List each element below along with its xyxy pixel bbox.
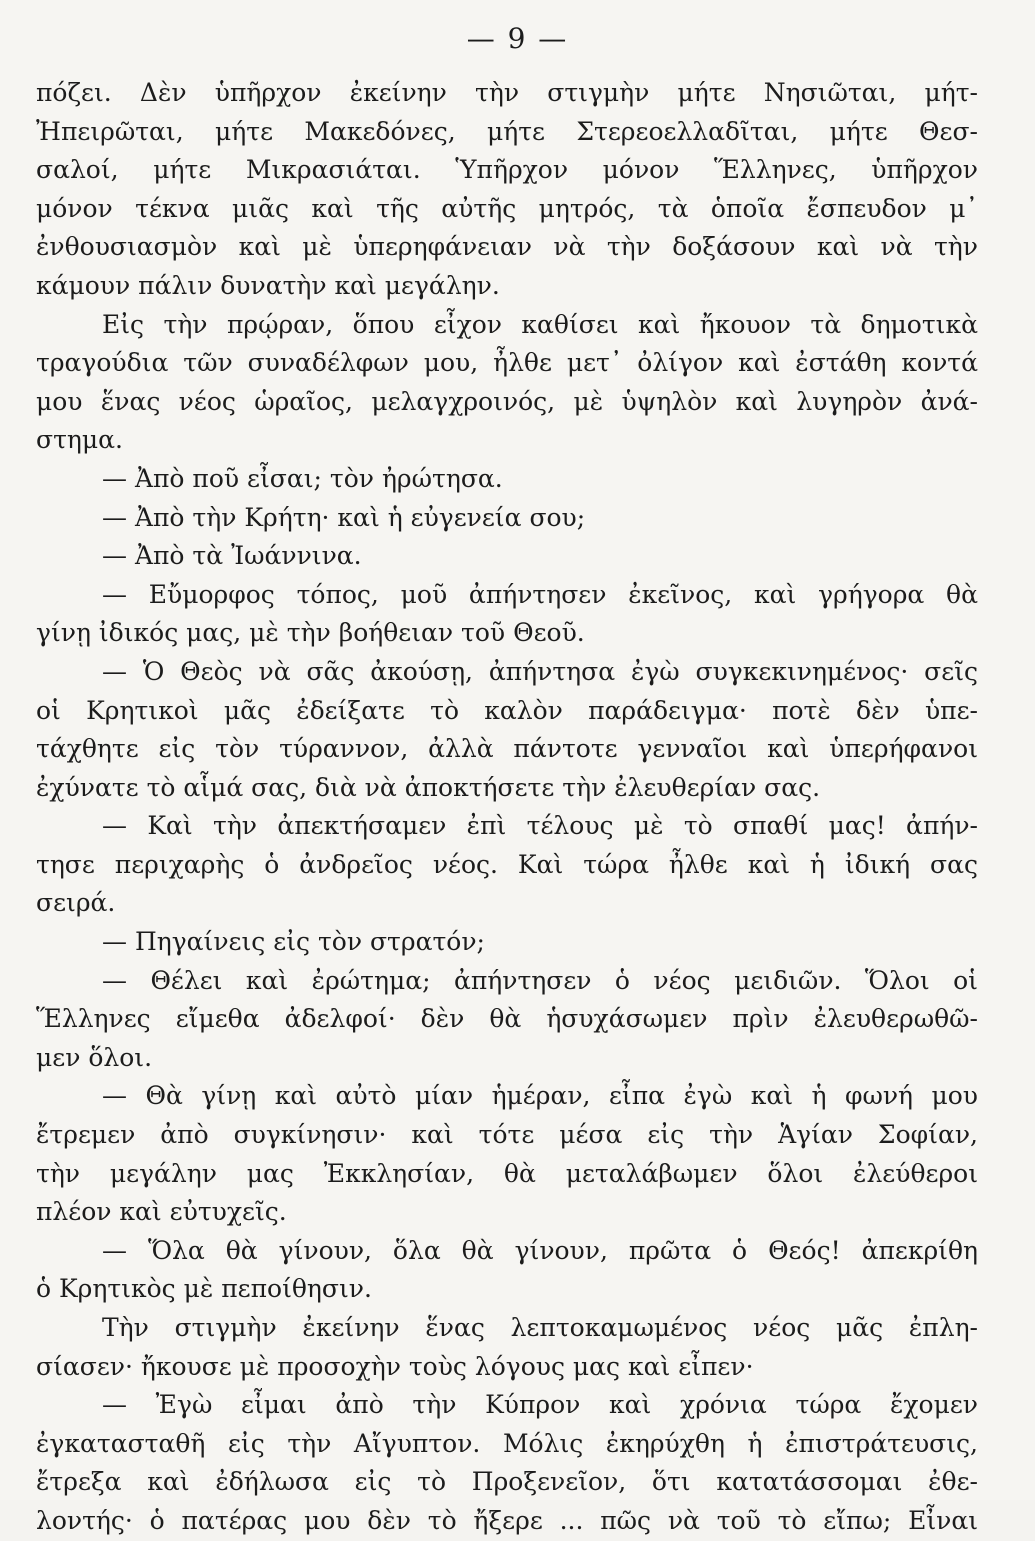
text-line: — Θὰ γίνῃ καὶ αὐτὸ μίαν ἡμέραν, εἶπα ἐγὼ καὶ ἡ φωνή μου xyxy=(102,1081,978,1111)
text-line: σειρά. xyxy=(36,888,116,918)
text-line: — Ἀπὸ τὰ Ἰωάννινα. xyxy=(102,541,362,571)
text-line: — Θέλει καὶ ἐρώτημα; ἀπήντησεν ὁ νέος μειδιῶν. Ὅλοι οἱ xyxy=(102,965,978,995)
text-line: γίνῃ ἰδικός μας, μὲ τὴν βοήθειαν τοῦ Θεοῦ. xyxy=(36,618,585,648)
text-line: λοντής· ὁ πατέρας μου δὲν τὸ ἤξερε ... πῶς νὰ τοῦ τὸ εἴπω; Εἶναι xyxy=(36,1505,978,1535)
text-line: — Ὅλα θὰ γίνουν, ὅλα θὰ γίνουν, πρῶτα ὁ Θεός! ἀπεκρίθη xyxy=(102,1235,978,1265)
text-line: μεν ὅλοι. xyxy=(36,1042,153,1072)
text-line: τραγούδια τῶν συναδέλφων μου, ἦλθε μετ᾿ ὀλίγον καὶ ἐστάθη κοντά xyxy=(36,348,978,378)
text-line: — Ἀπὸ ποῦ εἶσαι; τὸν ἠρώτησα. xyxy=(102,463,503,493)
text-line: — Ἀπὸ τὴν Κρήτη· καὶ ἡ εὐγενεία σου; xyxy=(102,502,586,532)
text-line: τάχθητε εἰς τὸν τύραννον, ἀλλὰ πάντοτε γενναῖοι καὶ ὑπερήφανοι xyxy=(36,734,978,764)
text-line: μόνον τέκνα μιᾶς καὶ τῆς αὐτῆς μητρός, τὰ ὁποῖα ἔσπευδον μ᾿ xyxy=(36,193,978,223)
text-line: Εἰς τὴν πρῴραν, ὅπου εἶχον καθίσει καὶ ἤκουον τὰ δημοτικὰ xyxy=(102,309,978,339)
text-line: μου ἕνας νέος ὡραῖος, μελαγχροινός, μὲ ὑψηλὸν καὶ λυγηρὸν ἀνά- xyxy=(36,386,978,416)
text-line: Ἠπειρῶται, μήτε Μακεδόνες, μήτε Στερεοελλαδῖται, μήτε Θεσ- xyxy=(36,116,978,146)
text-line: σαλοί, μήτε Μικρασιάται. Ὑπῆρχον μόνον Ἕλληνες, ὑπῆρχον xyxy=(36,155,978,185)
text-line: σίασεν· ἤκουσε μὲ προσοχὴν τοὺς λόγους μας καὶ εἶπεν· xyxy=(36,1351,754,1381)
page-number xyxy=(0,22,1035,55)
text-line: — Πηγαίνεις εἰς τὸν στρατόν; xyxy=(102,927,485,957)
page-number-text: — 9 — xyxy=(466,22,569,55)
text-line: ὁ Κρητικὸς μὲ πεποίθησιν. xyxy=(36,1274,372,1304)
text-line: ἔτρεξα καὶ ἐδήλωσα εἰς τὸ Προξενεῖον, ὅτι κατατάσσομαι ἐθε- xyxy=(36,1467,978,1497)
text-line: — Ὁ Θεὸς νὰ σᾶς ἀκούσῃ, ἀπήντησα ἐγὼ συγκεκινημένος· σεῖς xyxy=(102,656,978,686)
text-line: ἔτρεμεν ἀπὸ συγκίνησιν· καὶ τότε μέσα εἰς τὴν Ἁγίαν Σοφίαν, xyxy=(36,1120,978,1150)
text-line: Τὴν στιγμὴν ἐκείνην ἕνας λεπτοκαμωμένος νέος μᾶς ἐπλη- xyxy=(102,1313,978,1342)
text-line: κάμουν πάλιν δυνατὴν καὶ μεγάλην. xyxy=(36,270,500,300)
text-line: πλέον καὶ εὐτυχεῖς. xyxy=(36,1197,287,1227)
body-text xyxy=(36,74,978,1541)
text-line: — Ἐγὼ εἶμαι ἀπὸ τὴν Κύπρον καὶ χρόνια τώρα ἔχομεν xyxy=(102,1390,978,1420)
text-line: στημα. xyxy=(36,425,123,455)
text-line: οἱ Κρητικοὶ μᾶς ἐδείξατε τὸ καλὸν παράδειγμα· ποτὲ δὲν ὑπε- xyxy=(36,695,978,725)
text-line: — Καὶ τὴν ἀπεκτήσαμεν ἐπὶ τέλους μὲ τὸ σπαθί μας! ἀπήν- xyxy=(102,811,978,841)
text-line: τησε περιχαρὴς ὁ ἀνδρεῖος νέος. Καὶ τώρα ἦλθε καὶ ἡ ἰδική σας xyxy=(36,849,978,879)
text-line: ἐγκατασταθῆ εἰς τὴν Αἴγυπτον. Μόλις ἐκηρύχθη ἡ ἐπιστράτευσις, xyxy=(36,1428,978,1458)
text-line: Ἕλληνες εἴμεθα ἀδελφοί· δὲν θὰ ἡσυχάσωμεν πρὶν ἐλευθερωθῶ- xyxy=(36,1004,978,1034)
text-line: τὴν μεγάλην μας Ἐκκλησίαν, θὰ μεταλάβωμεν ὅλοι ἐλεύθεροι xyxy=(36,1158,978,1188)
text-line: πόζει. Δὲν ὑπῆρχον ἐκείνην τὴν στιγμὴν μήτε Νησιῶται, μήτ- xyxy=(36,78,978,107)
text-line: ἐνθουσιασμὸν καὶ μὲ ὑπερηφάνειαν νὰ τὴν δοξάσουν καὶ νὰ τὴν xyxy=(36,232,978,262)
text-line: ἐχύνατε τὸ αἷμά σας, διὰ νὰ ἀποκτήσετε τὴν ἐλευθερίαν σας. xyxy=(36,772,821,802)
text-line: — Εὔμορφος τόπος, μοῦ ἀπήντησεν ἐκεῖνος, καὶ γρήγορα θὰ xyxy=(102,579,978,609)
